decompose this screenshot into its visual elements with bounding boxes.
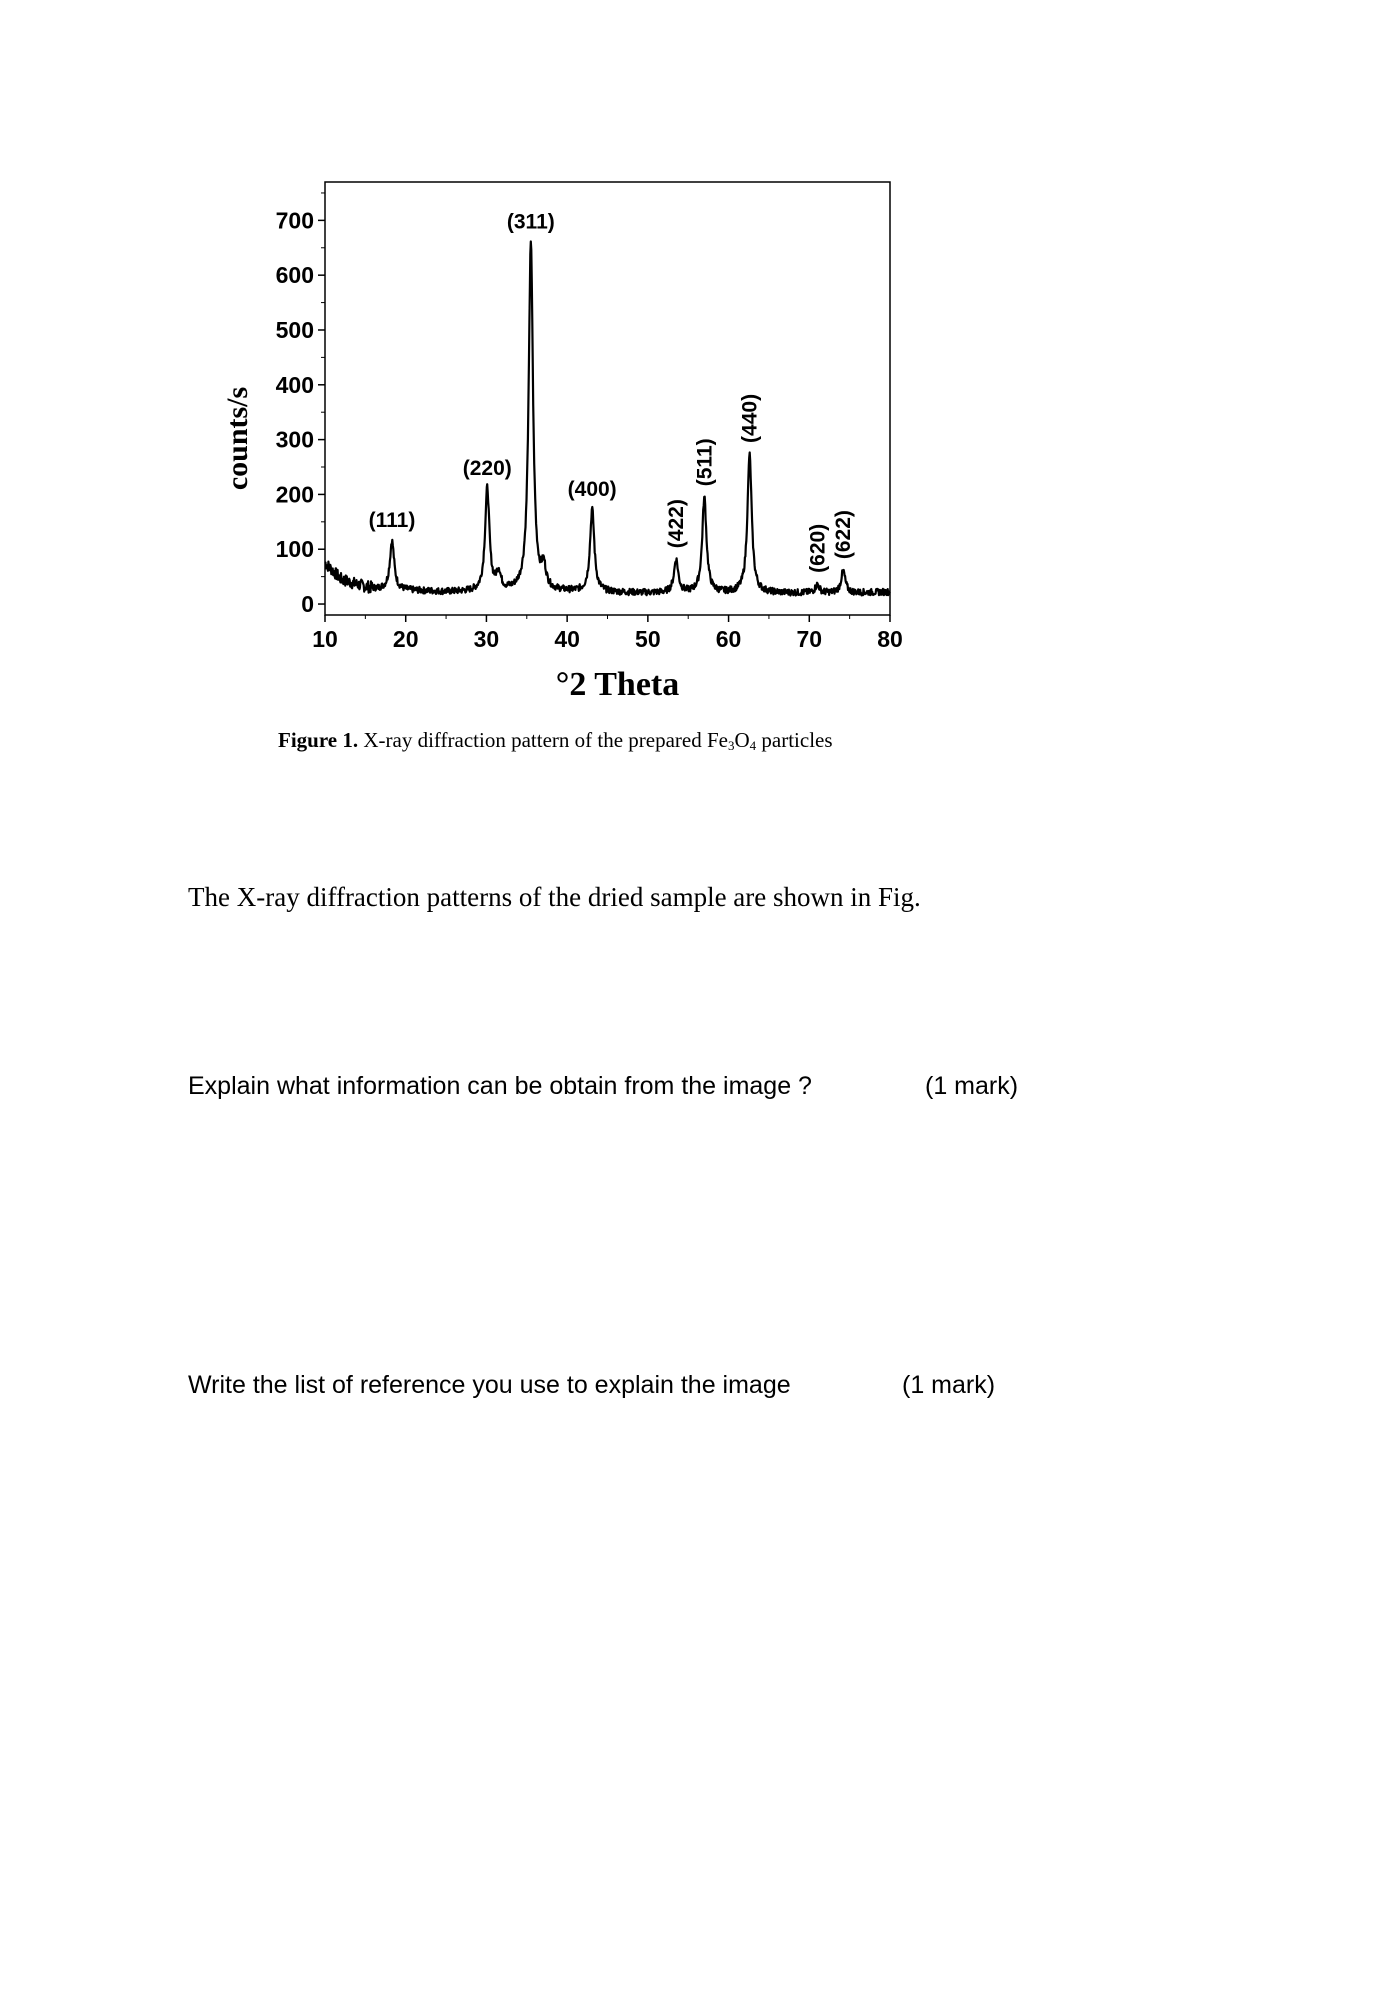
y-tick-label-200: 200 [275,481,314,508]
intro-paragraph: The X-ray diffraction patterns of the dried sample are shown in Fig. [188,882,921,912]
figure-caption-sub-4: 4 [749,738,757,753]
peak-label-4: (422) [665,499,689,549]
x-tick-label-30: 30 [473,626,500,652]
peak-label-0: (111) [368,509,416,533]
question-1-marks: (1 mark) [925,1072,1019,1100]
x-axis-label: °2 Theta [555,666,680,700]
y-tick-label-500: 500 [275,316,314,343]
peak-label-1: (220) [462,456,512,480]
x-tick-label-40: 40 [554,626,580,652]
y-tick-label-100: 100 [275,536,314,563]
figure-caption-sub-3: 3 [727,738,735,753]
xrd-chart [215,170,905,700]
xrd-chart-svg [215,170,905,700]
y-tick-label-400: 400 [275,371,314,398]
x-tick-label-10: 10 [312,626,338,652]
peak-label-2: (311) [506,210,555,234]
x-tick-label-20: 20 [392,626,419,652]
peak-label-8: (622) [832,510,856,560]
peak-label-5: (511) [693,438,717,487]
x-tick-label-70: 70 [796,626,823,652]
y-tick-label-700: 700 [275,207,314,234]
figure-label: Figure 1. [278,728,359,752]
y-tick-label-0: 0 [301,591,314,618]
x-tick-label-50: 50 [635,626,661,652]
y-tick-label-300: 300 [275,426,314,453]
y-tick-label-600: 600 [275,262,314,289]
peak-label-3: (400) [567,477,617,501]
peak-label-6: (440) [738,393,762,443]
question-1-text: Explain what information can be obtain from the image ? [188,1072,812,1100]
peak-label-7: (620) [806,523,830,573]
question-2-marks: (1 mark) [902,1371,996,1399]
y-axis-label: counts/s [221,386,254,491]
figure-caption-text-after: particles [756,728,833,752]
xrd-pattern-line [325,242,890,596]
x-tick-label-60: 60 [715,626,742,652]
figure-caption-text-mid: O [734,728,750,752]
x-tick-label-80: 80 [877,626,903,652]
plot-frame [325,182,890,615]
figure-caption [278,728,833,754]
question-2-text: Write the list of reference you use to explain the image [188,1371,791,1399]
figure-caption-text-before: X-ray diffraction pattern of the prepared Fe [358,728,728,752]
